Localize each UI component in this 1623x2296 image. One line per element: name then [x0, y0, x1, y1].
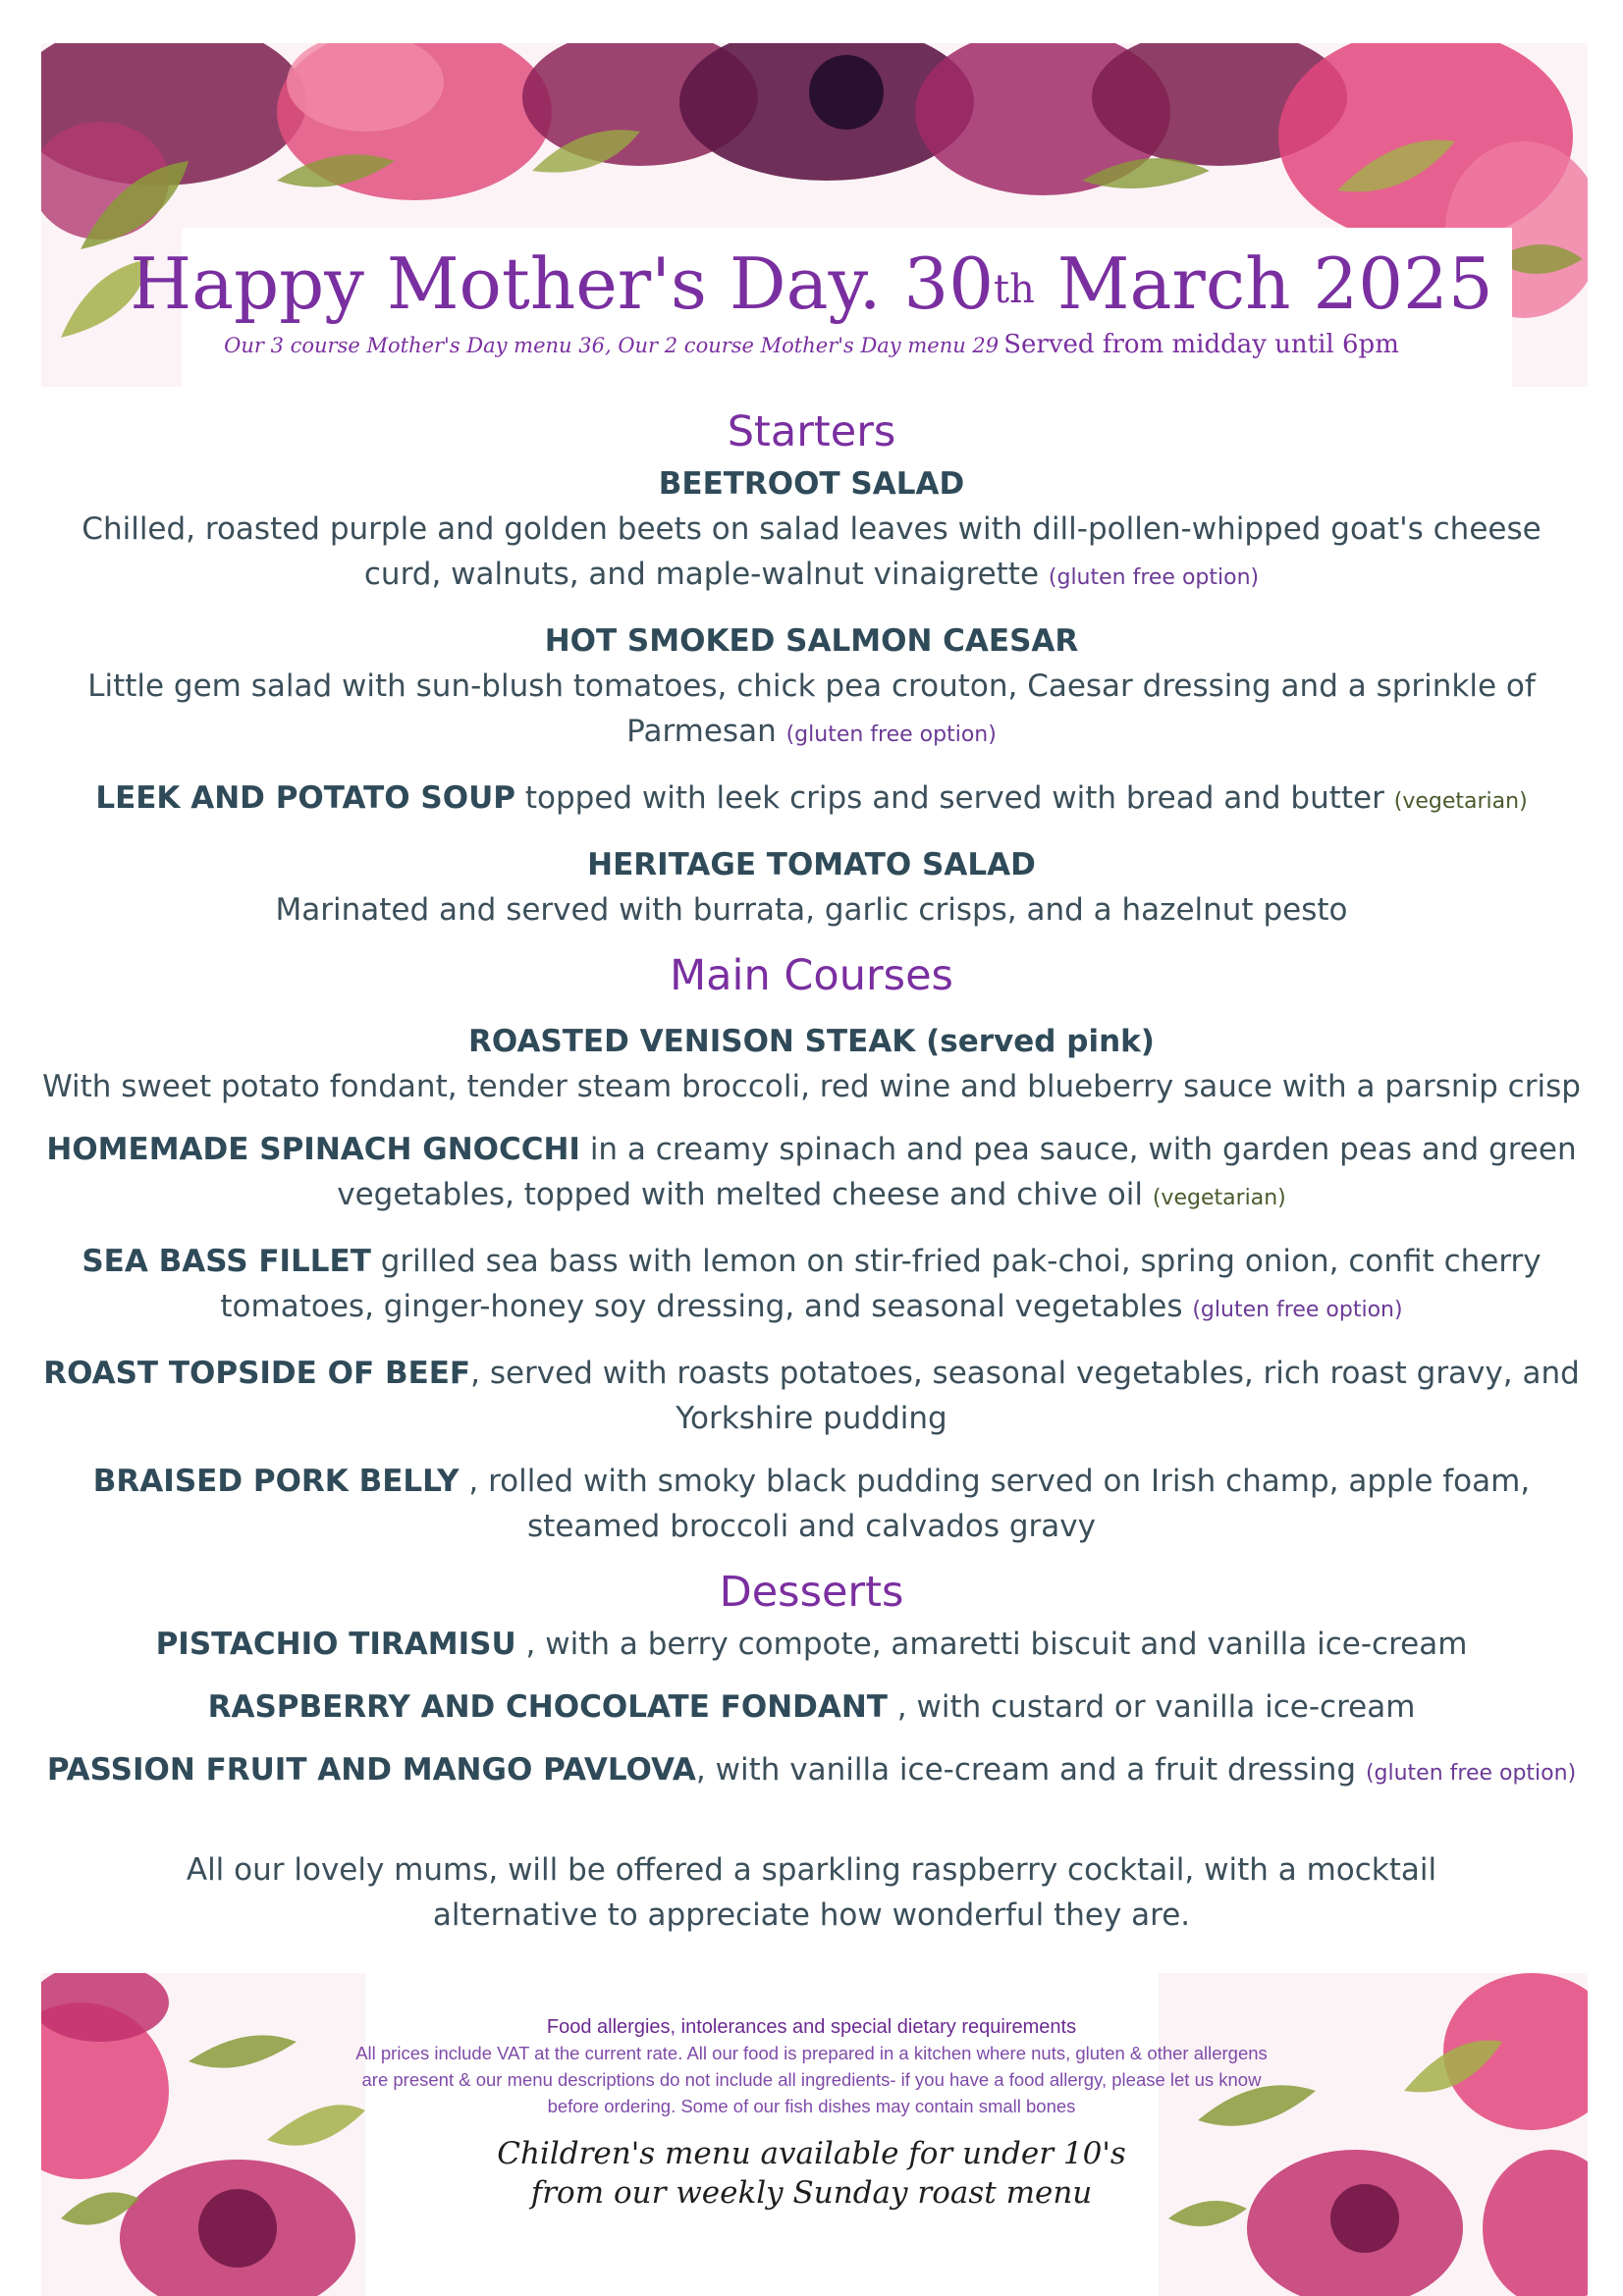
dish-beetroot-salad [41, 461, 1583, 601]
title-text: Happy Mother's Day. 30 [130, 242, 995, 325]
dietary-tag: (gluten free option) [785, 722, 997, 747]
dish-description: , rolled with smoky black pudding served on Irish champ, apple foam, steamed broccoli and calvados gravy [459, 1464, 1531, 1544]
allergy-text-line: before ordering. Some of our fish dishes may contain small bones [547, 2096, 1076, 2116]
dish-name: ROAST TOPSIDE OF BEEF [43, 1356, 471, 1391]
dish-description: With sweet potato fondant, tender steam broccoli, red wine and blueberry sauce with a parsnip crisp [42, 1069, 1581, 1104]
dietary-tag: (gluten free option) [1048, 565, 1260, 590]
dish-pistachio-tiramisu [41, 1622, 1583, 1667]
serving-hours: Served from midday until 6pm [1003, 330, 1399, 359]
cocktail-note: All our lovely mums, will be offered a sparkling raspberry cocktail, with a mocktail alternative to appreciate how wonderful they are. [186, 1852, 1437, 1933]
allergy-title: Food allergies, intolerances and special dietary requirements [546, 2016, 1077, 2038]
dish-name: PASSION FRUIT AND MANGO PAVLOVA [46, 1752, 696, 1788]
dish-description: grilled sea bass with lemon on stir-fried pak-choi, spring onion, confit cherry tomatoes, ginger-honey soy dressing, and seasonal vegetables [220, 1244, 1542, 1324]
dietary-tag: (vegetarian) [1152, 1186, 1286, 1210]
dish-name: HERITAGE TOMATO SALAD [587, 847, 1036, 882]
dish-topside-beef [41, 1351, 1583, 1441]
allergy-notice [314, 2014, 1309, 2119]
dish-name: HOT SMOKED SALMON CAESAR [544, 623, 1079, 659]
dish-pavlova [41, 1747, 1583, 1796]
dish-venison-steak [41, 1019, 1583, 1109]
dietary-tag: (gluten free option) [1192, 1298, 1403, 1322]
childrens-menu-line: Children's menu available for under 10's [497, 2136, 1126, 2171]
childrens-menu-line: from our weekly Sunday roast menu [530, 2175, 1093, 2211]
dish-sea-bass [41, 1239, 1583, 1333]
mains-heading: Main Courses [670, 951, 953, 1000]
dish-spinach-gnocchi [41, 1127, 1583, 1221]
dish-description: , with custard or vanilla ice-cream [887, 1689, 1416, 1725]
menu-content [0, 402, 1623, 1938]
dish-name: PISTACHIO TIRAMISU [155, 1627, 516, 1662]
dish-description: Marinated and served with burrata, garlic crisps, and a hazelnut pesto [275, 892, 1348, 928]
dish-description: , with a berry compote, amaretti biscuit and vanilla ice-cream [515, 1627, 1468, 1662]
title-date: March 2025 [1034, 242, 1493, 325]
dish-description: topped with leek crips and served with bread and butter [514, 780, 1384, 816]
dish-leek-potato-soup [41, 775, 1583, 825]
dish-salmon-caesar [41, 618, 1583, 758]
dish-name: BRAISED PORK BELLY [92, 1464, 460, 1499]
allergy-text-line: are present & our menu descriptions do not include all ingredients- if you have a food allergy, please let us know [361, 2069, 1262, 2090]
dish-description: Chilled, roasted purple and golden beets on salad leaves with dill-pollen-whipped goat's cheese curd, walnuts, and maple-walnut vinaigrette [81, 511, 1542, 592]
dish-description: , served with roasts potatoes, seasonal vegetables, rich roast gravy, and Yorkshire pudding [470, 1356, 1580, 1436]
dietary-tag: (gluten free option) [1365, 1761, 1577, 1786]
dish-pork-belly [41, 1459, 1583, 1549]
dietary-tag: (vegetarian) [1393, 789, 1528, 814]
dish-description: , with vanilla ice-cream and a fruit dressing [695, 1752, 1357, 1788]
allergy-text-line: All prices include VAT at the current rate. All our food is prepared in a kitchen where nuts, gluten & other allergens [355, 2043, 1268, 2063]
dish-chocolate-fondant [41, 1684, 1583, 1730]
dish-name: LEEK AND POTATO SOUP [95, 780, 515, 816]
desserts-heading: Desserts [719, 1568, 904, 1617]
dish-description: in a creamy spinach and pea sauce, with garden peas and green vegetables, topped with melted cheese and chive oil [337, 1132, 1577, 1212]
menu-pricing-line [0, 330, 1623, 362]
dish-name: ROASTED VENISON STEAK (served pink) [468, 1024, 1155, 1059]
dish-name: BEETROOT SALAD [658, 466, 965, 502]
menu-prices: Our 3 course Mother's Day menu 36, Our 2 course Mother's Day menu 29 [224, 334, 1000, 357]
starters-heading: Starters [727, 407, 896, 456]
title-ordinal: th [994, 267, 1035, 312]
dish-name: HOMEMADE SPINACH GNOCCHI [46, 1132, 580, 1167]
dish-description: Little gem salad with sun-blush tomatoes, chick pea crouton, Caesar dressing and a sprinkle of Parmesan [87, 668, 1536, 749]
dish-name: RASPBERRY AND CHOCOLATE FONDANT [207, 1689, 888, 1725]
dish-heritage-tomato [41, 842, 1583, 933]
page-title [0, 241, 1623, 326]
childrens-menu-note [0, 2134, 1623, 2213]
dish-name: SEA BASS FILLET [81, 1244, 371, 1279]
